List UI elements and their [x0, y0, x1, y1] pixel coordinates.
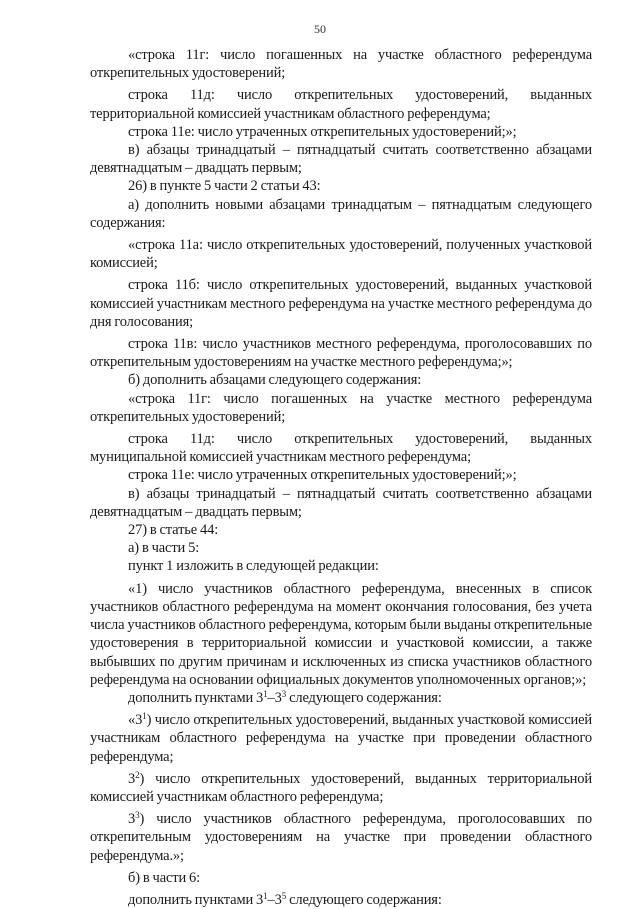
paragraph: «1) число участников областного референдума, внесенных в список участников областного референдума на момент окончания голосования, без учета числа участников областного референдума, которым были выданы открепительные удостоверения в территориальной комиссии и участковой комиссии, а также выбывших по другим причинам и исключенных из списка участников областного референдума на основании официальных документов уполномоченных органов;»; — [90, 580, 592, 688]
page-number: 50 — [314, 22, 326, 36]
paragraph: а) дополнить новыми абзацами тринадцатым – пятнадцатым следующего содержания: — [90, 196, 592, 231]
paragraph: дополнить пунктами $3^1-3^3$ следующего содержания: — [128, 688, 442, 706]
paragraph: дополнить пунктами $3^1-3^5$ следующего содержания: — [128, 890, 442, 908]
paragraph: «строка 11г: число погашенных на участке областного референдума открепительных удостоверений; — [90, 47, 592, 82]
paragraph: 26) в пункте 5 части 2 статьи 43: — [128, 178, 321, 195]
paragraph: строка 11б: число открепительных удостоверений, выданных участковой комиссией участникам местного референдума на участке местного референдума до дня голосования; — [90, 277, 592, 330]
document-body — [90, 46, 592, 909]
paragraph: «строка 11а: число открепительных удостоверений, полученных участковой комиссией; — [90, 237, 592, 272]
paragraph: строка 11е: число утраченных открепительных удостоверений;»; — [128, 467, 517, 484]
paragraph: строка 11в: число участников местного референдума, проголосовавших по открепительным удостоверениям на участке местного референдума;»; — [90, 336, 592, 371]
paragraph: $3^2$) число открепительных удостоверений, выданных территориальной комиссией участникам областного референдума; — [90, 769, 592, 805]
paragraph: в) абзацы тринадцатый – пятнадцатый считать соответственно абзацами девятнадцатым – двадцать первым; — [90, 485, 592, 520]
paragraph: 27) в статье 44: — [128, 522, 219, 539]
paragraph: строка 11д: число открепительных удостоверений, выданных территориальной комиссией участникам областного референдума; — [90, 87, 592, 122]
paragraph: «$3^1$) число открепительных удостоверений, выданных участковой комиссией участникам областного референдума на участке при проведении областного референдума; — [90, 711, 592, 765]
paragraph: а) в части 5: — [128, 540, 200, 557]
paragraph: в) абзацы тринадцатый – пятнадцатый считать соответственно абзацами девятнадцатым – двадцать первым; — [90, 142, 592, 177]
paragraph: $3^3$) число участников областного референдума, проголосовавших по открепительным удостоверениям на участке при проведении областного референдума.»; — [90, 810, 592, 864]
paragraph: пункт 1 изложить в следующей редакции: — [128, 558, 379, 575]
paragraph: б) в части 6: — [128, 869, 201, 886]
paragraph: «строка 11г: число погашенных на участке местного референдума открепительных удостоверений; — [90, 390, 592, 425]
paragraph: строка 11д: число открепительных удостоверений, выданных муниципальной комиссией участникам местного референдума; — [90, 431, 592, 466]
paragraph: строка 11е: число утраченных открепительных удостоверений;»; — [128, 123, 517, 140]
paragraph: б) дополнить абзацами следующего содержания: — [128, 372, 422, 389]
